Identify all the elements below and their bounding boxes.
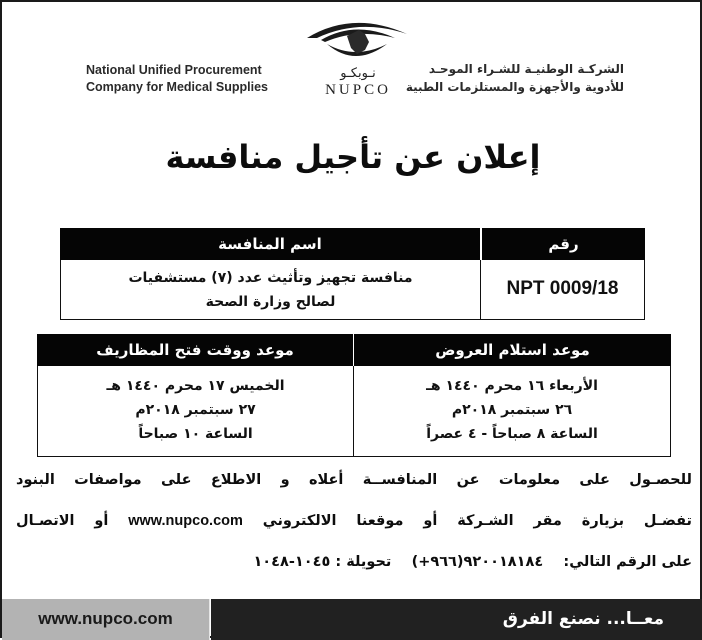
tender-number-cell: NPT 0009/18 (481, 260, 645, 320)
company-name-arabic-line2: للأدوية والأجهزة والمستلزمات الطبية (405, 80, 624, 94)
tender-number-header: رقم (482, 228, 645, 260)
footer-bar (2, 599, 702, 640)
submission-gregorian-date: ٢٦ سبتمبر ٢٠١٨م (451, 402, 573, 418)
schedule-table (37, 334, 671, 457)
company-name-english (86, 62, 306, 96)
submission-hijri-date: الأربعاء ١٦ محرم ١٤٤٠ هـ (426, 378, 598, 394)
opening-hijri-date: الخميس ١٧ محرم ١٤٤٠ هـ (106, 378, 285, 394)
page-title: إعلان عن تأجيل منافسة (165, 138, 541, 176)
company-name-arabic-line1: الشركـة الوطنيـة للشـراء الموحـد (428, 62, 624, 76)
eye-map-logo-icon (303, 16, 409, 68)
footer-website-link[interactable]: www.nupco.com (2, 599, 210, 640)
bid-submission-header: موعد استلام العروض (354, 334, 671, 366)
tender-name-header: اسم المنافسة (60, 228, 480, 260)
phone-label: على الرقم التالي: (563, 554, 692, 570)
info-line-1: للحصـول على معلومات عن المنافســة أعلاه و الاطلاع على مواصفات البنود (16, 472, 692, 488)
website-link[interactable]: www.nupco.com (128, 513, 243, 529)
extension-number: ١٠٤٥-١٠٤٨ (253, 554, 331, 570)
logo-english-name: NUPCO (325, 82, 391, 98)
tender-name-line1: منافسة تجهيز وتأثيث عدد (٧) مستشفيات (128, 270, 413, 286)
tender-table (60, 228, 645, 320)
info-visit-text: تفضـل بزيارة مقر الشـركة أو موقعنا الالكتروني (262, 513, 692, 529)
info-contact-text: أو الاتصـال (16, 513, 109, 529)
company-name-english-line1: National Unified Procurement (86, 63, 262, 77)
contact-info-paragraph (16, 468, 692, 591)
info-line-2 (16, 509, 692, 550)
bid-submission-cell (354, 366, 671, 457)
footer-slogan: معــا... نصنع الفرق (211, 599, 702, 640)
phone-number[interactable]: ٩٢٠٠١٨١٨٤(٩٦٦+) (411, 554, 544, 570)
logo-arabic-name: نـوبكـو (340, 66, 376, 81)
envelope-opening-cell (37, 366, 354, 457)
tender-name-line2: لصالح وزارة الصحة (205, 294, 336, 310)
envelope-opening-column (37, 334, 354, 457)
opening-gregorian-date: ٢٧ سبتمبر ٢٠١٨م (135, 402, 256, 418)
opening-time: الساعة ١٠ صباحاً (138, 426, 253, 442)
extension-label: تحويلة : (335, 554, 392, 570)
info-line-3 (16, 550, 692, 591)
company-name-arabic (404, 60, 624, 96)
envelope-opening-header: موعد ووقت فتح المظاريف (37, 334, 353, 366)
submission-time: الساعة ٨ صباحاً - ٤ عصراً (426, 426, 598, 442)
nupco-logo (303, 16, 409, 98)
company-name-english-line2: Company for Medical Supplies (86, 80, 268, 94)
bid-submission-column (354, 334, 671, 457)
tender-name-cell (60, 260, 481, 320)
